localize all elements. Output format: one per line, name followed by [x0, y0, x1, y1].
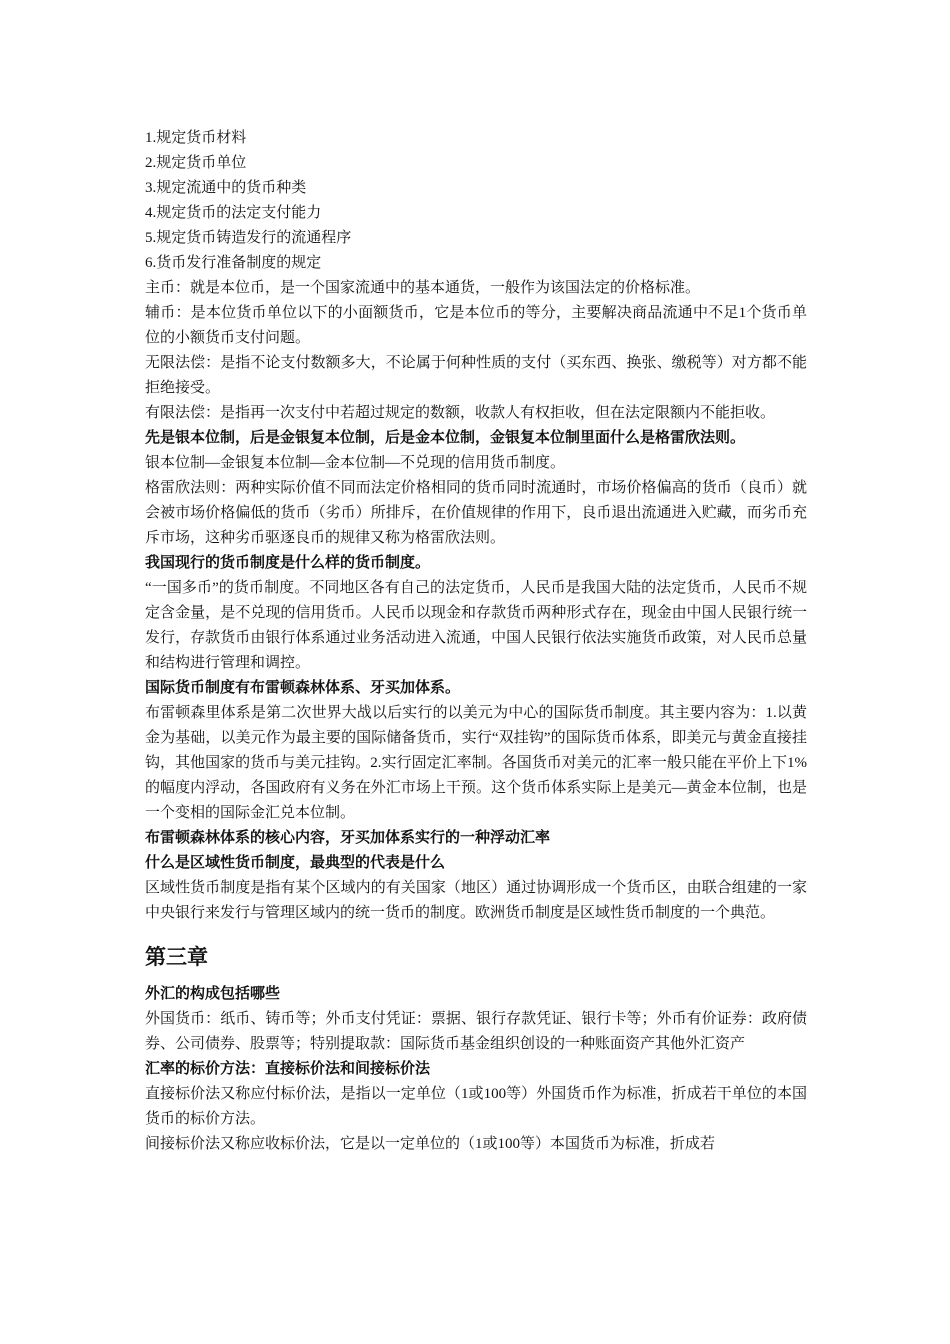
list-item: 3.规定流通中的货币种类 — [145, 180, 307, 196]
list-item: 4.规定货币的法定支付能力 — [145, 205, 322, 221]
paragraph-forex: 外国货币：纸币、铸币等；外币支付凭证：票据、银行存款凭证、银行卡等；外币有价证券：政府债券、公司债券、股票等；特别提取款：国际货币基金组织创设的一种账面资产其他外汇资产 — [145, 1011, 807, 1052]
list-item: 5.规定货币铸造发行的流通程序 — [145, 230, 352, 246]
list-item: 2.规定货币单位 — [145, 155, 247, 171]
list-item: 6.货币发行准备制度的规定 — [145, 255, 322, 271]
paragraph-direct-quote: 直接标价法又称应付标价法，是指以一定单位（1或100等）外国货币作为标准，折成若干单位的本国货币的标价方法。 — [145, 1086, 807, 1127]
paragraph-youxian: 有限法偿：是指再一次支付中若超过规定的数额，收款人有权拒收，但在法定限额内不能拒收。 — [145, 405, 776, 421]
paragraph-bretton: 布雷顿森里体系是第二次世界大战以后实行的以美元为中心的国际货币制度。其主要内容为：1.以黄金为基础，以美元作为最主要的国际储备货币，实行“双挂钩”的国际货币体系，即美元与黄金直接挂钩，其他国家的货币与美元挂钩。2.实行固定汇率制。各国货币对美元的汇率一般只能在平价上下1%的幅度内浮动，各国政府有义务在外汇市场上干预。这个货币体系实际上是美元—黄金本位制，也是一个变相的国际金汇兑本位制。 — [145, 705, 807, 821]
paragraph-gresham: 格雷欣法则：两种实际价值不同而法定价格相同的货币同时流通时，市场价格偏高的货币（良币）就会被市场价格偏低的货币（劣币）所排斥，在价值规律的作用下，良币退出流通进入贮藏，而劣币充斥市场，这种劣币驱逐良币的规律又称为格雷欣法则。 — [145, 480, 807, 546]
document-page — [145, 126, 807, 1157]
question-heading: 布雷顿森林体系的核心内容，牙买加体系实行的一种浮动汇率 — [145, 830, 551, 846]
paragraph-indirect-quote: 间接标价法又称应收标价法，它是以一定单位的（1或100等）本国货币为标准，折成若 — [145, 1136, 716, 1152]
question-heading: 国际货币制度有布雷顿森林体系、牙买加体系。 — [145, 680, 461, 696]
paragraph-fubi: 辅币：是本位货币单位以下的小面额货币，它是本位币的等分，主要解决商品流通中不足1个货币单位的小额货币支付问题。 — [145, 305, 807, 346]
question-heading: 汇率的标价方法：直接标价法和间接标价法 — [145, 1061, 431, 1077]
chapter-title: 第三章 — [145, 945, 208, 969]
list-item: 1.规定货币材料 — [145, 130, 247, 146]
paragraph-zhubi: 主币：就是本位币，是一个国家流通中的基本通货，一般作为该国法定的价格标准。 — [145, 280, 701, 296]
paragraph-benwei-sequence: 银本位制—金银复本位制—金本位制—不兑现的信用货币制度。 — [145, 455, 566, 471]
question-heading: 什么是区域性货币制度，最典型的代表是什么 — [145, 855, 446, 871]
question-heading: 外汇的构成包括哪些 — [145, 986, 281, 1002]
paragraph-china: “一国多币”的货币制度。不同地区各有自己的法定货币，人民币是我国大陆的法定货币，人民币不规定含金量，是不兑现的信用货币。人民币以现金和存款货币两种形式存在，现金由中国人民银行统一发行，存款货币由银行体系通过业务活动进入流通，中国人民银行依法实施货币政策，对人民币总量和结构进行管理和调控。 — [145, 580, 807, 671]
question-heading: 我国现行的货币制度是什么样的货币制度。 — [145, 555, 431, 571]
paragraph-wuxian: 无限法偿：是指不论支付数额多大，不论属于何种性质的支付（买东西、换张、缴税等）对方都不能拒绝接受。 — [145, 355, 807, 396]
paragraph-regional: 区域性货币制度是指有某个区域内的有关国家（地区）通过协调形成一个货币区，由联合组建的一家中央银行来发行与管理区域内的统一货币的制度。欧洲货币制度是区域性货币制度的一个典范。 — [145, 880, 807, 921]
question-heading: 先是银本位制，后是金银复本位制，后是金本位制，金银复本位制里面什么是格雷欣法则。 — [145, 430, 746, 446]
